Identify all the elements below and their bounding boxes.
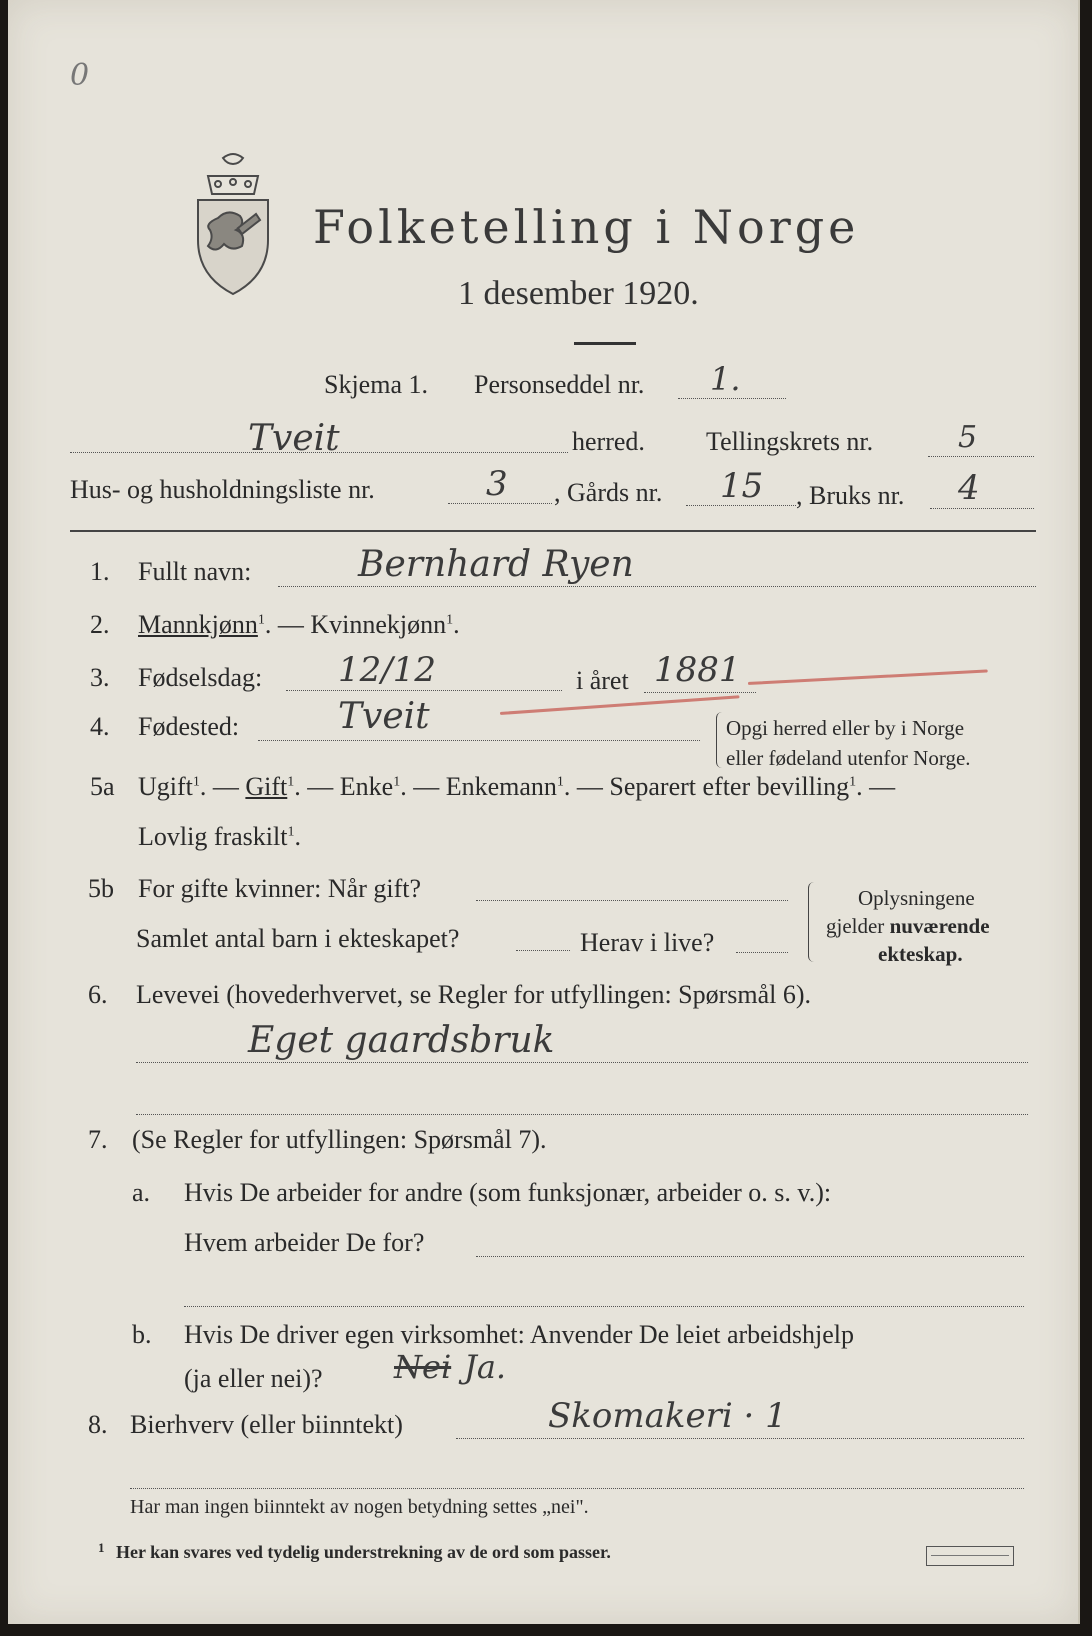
marriage-note-3: ekteskap. bbox=[878, 942, 963, 966]
footnote-number: 1 bbox=[98, 1540, 105, 1555]
occupation-value: Eget gaardsbruk bbox=[248, 1020, 555, 1061]
bruks-label: , Bruks nr. bbox=[796, 481, 905, 510]
red-pencil-mark bbox=[748, 669, 988, 685]
q7-label: (Se Regler for utfyllingen: Spørsmål 7). bbox=[132, 1125, 547, 1154]
printer-stamp bbox=[926, 1546, 1014, 1566]
personseddel-label: Personseddel nr. bbox=[474, 370, 645, 399]
marriage-note-1: Oplysningene bbox=[858, 886, 975, 910]
q4-number: 4. bbox=[90, 712, 110, 741]
occupation-label: Levevei (hovederhvervet, se Regler for utfyllingen: Spørsmål 6). bbox=[136, 980, 812, 1009]
full-name-value: Bernhard Ryen bbox=[358, 544, 634, 585]
gards-value: 15 bbox=[720, 466, 764, 506]
herred-label: herred. bbox=[572, 427, 645, 456]
birthday-label: Fødselsdag: bbox=[138, 663, 263, 692]
tellingskrets-value: 5 bbox=[958, 420, 978, 455]
q1-number: 1. bbox=[90, 557, 110, 586]
header-rule bbox=[70, 530, 1036, 532]
when-married-label: For gifte kvinner: Når gift? bbox=[138, 874, 422, 903]
footer-note: Har man ingen biinntekt av nogen betydning settes „nei". bbox=[130, 1496, 589, 1518]
married-option: Gift bbox=[245, 772, 288, 801]
husliste-label: Hus- og husholdningsliste nr. bbox=[70, 475, 375, 504]
marriage-note-2: gjelder nuværende bbox=[826, 914, 990, 938]
norway-coat-of-arms-icon bbox=[188, 148, 278, 298]
children-alive-label: Herav i live? bbox=[580, 928, 715, 957]
q8-number: 8. bbox=[88, 1410, 108, 1439]
footnote-text: Her kan svares ved tydelig understrekning av de ord som passer. bbox=[116, 1542, 611, 1562]
q5a-number: 5a bbox=[90, 772, 115, 801]
employer-label: Hvem arbeider De for? bbox=[184, 1228, 425, 1257]
q2-number: 2. bbox=[90, 610, 110, 639]
q7a-question: Hvis De arbeider for andre (som funksjonær, arbeider o. s. v.): bbox=[184, 1178, 832, 1207]
q7a-number: a. bbox=[132, 1178, 151, 1207]
tellingskrets-label: Tellingskrets nr. bbox=[706, 427, 874, 456]
divorced-option: Lovlig fraskilt$^1$. bbox=[138, 822, 301, 851]
full-name-label: Fullt navn: bbox=[138, 557, 252, 586]
skjema-label: Skjema 1. bbox=[324, 370, 428, 399]
birth-year-value: 1881 bbox=[654, 650, 741, 690]
gards-label: , Gårds nr. bbox=[554, 478, 663, 507]
form-title: Folketelling i Norge bbox=[313, 200, 860, 254]
q7b-number: b. bbox=[132, 1320, 152, 1349]
female-option: Kvinnekjønn bbox=[310, 610, 447, 639]
q5b-number: 5b bbox=[88, 874, 114, 903]
hired-help-struck-value: Nei bbox=[394, 1348, 452, 1386]
hired-help-value: Ja. bbox=[464, 1348, 507, 1386]
red-pencil-mark-2 bbox=[500, 695, 740, 715]
q7b-question: Hvis De driver egen virksomhet: Anvender De leiet arbeidshjelp bbox=[184, 1320, 855, 1349]
side-income-label: Bierhverv (eller biinntekt) bbox=[130, 1410, 403, 1439]
birth-year-label: i året bbox=[576, 666, 629, 695]
birthplace-value: Tveit bbox=[338, 696, 430, 737]
birthday-value: 12/12 bbox=[338, 650, 436, 690]
birthplace-note-1: Opgi herred eller by i Norge bbox=[726, 716, 965, 740]
sex-options: Mannkjønn$^1$. — Kvinnekjønn$^1$. bbox=[138, 610, 460, 639]
birthplace-note-2: eller fødeland utenfor Norge. bbox=[726, 746, 971, 770]
census-form-page bbox=[8, 0, 1080, 1624]
personseddel-value: 1. bbox=[710, 360, 741, 398]
male-option: Mannkjønn bbox=[138, 610, 258, 639]
birthplace-label: Fødested: bbox=[138, 712, 240, 741]
herred-value: Tveit bbox=[248, 418, 340, 459]
bruks-value: 4 bbox=[958, 468, 980, 508]
husliste-value: 3 bbox=[486, 464, 508, 504]
census-date: 1 desember 1920. bbox=[458, 275, 699, 312]
marital-status-options: Ugift$^1$. — Gift$^1$. — Enke$^1$. — Enkemann$^1$. — Separert efter bevilling$^1$. — bbox=[138, 772, 896, 801]
q3-number: 3. bbox=[90, 663, 110, 692]
q6-number: 6. bbox=[88, 980, 108, 1009]
title-divider bbox=[574, 342, 636, 345]
children-count-label: Samlet antal barn i ekteskapet? bbox=[136, 924, 460, 953]
side-income-value: Skomakeri · 1 bbox=[548, 1396, 787, 1436]
q7-number: 7. bbox=[88, 1125, 108, 1154]
hired-help-label: (ja eller nei)? bbox=[184, 1364, 323, 1393]
corner-mark: 0 bbox=[70, 58, 90, 93]
